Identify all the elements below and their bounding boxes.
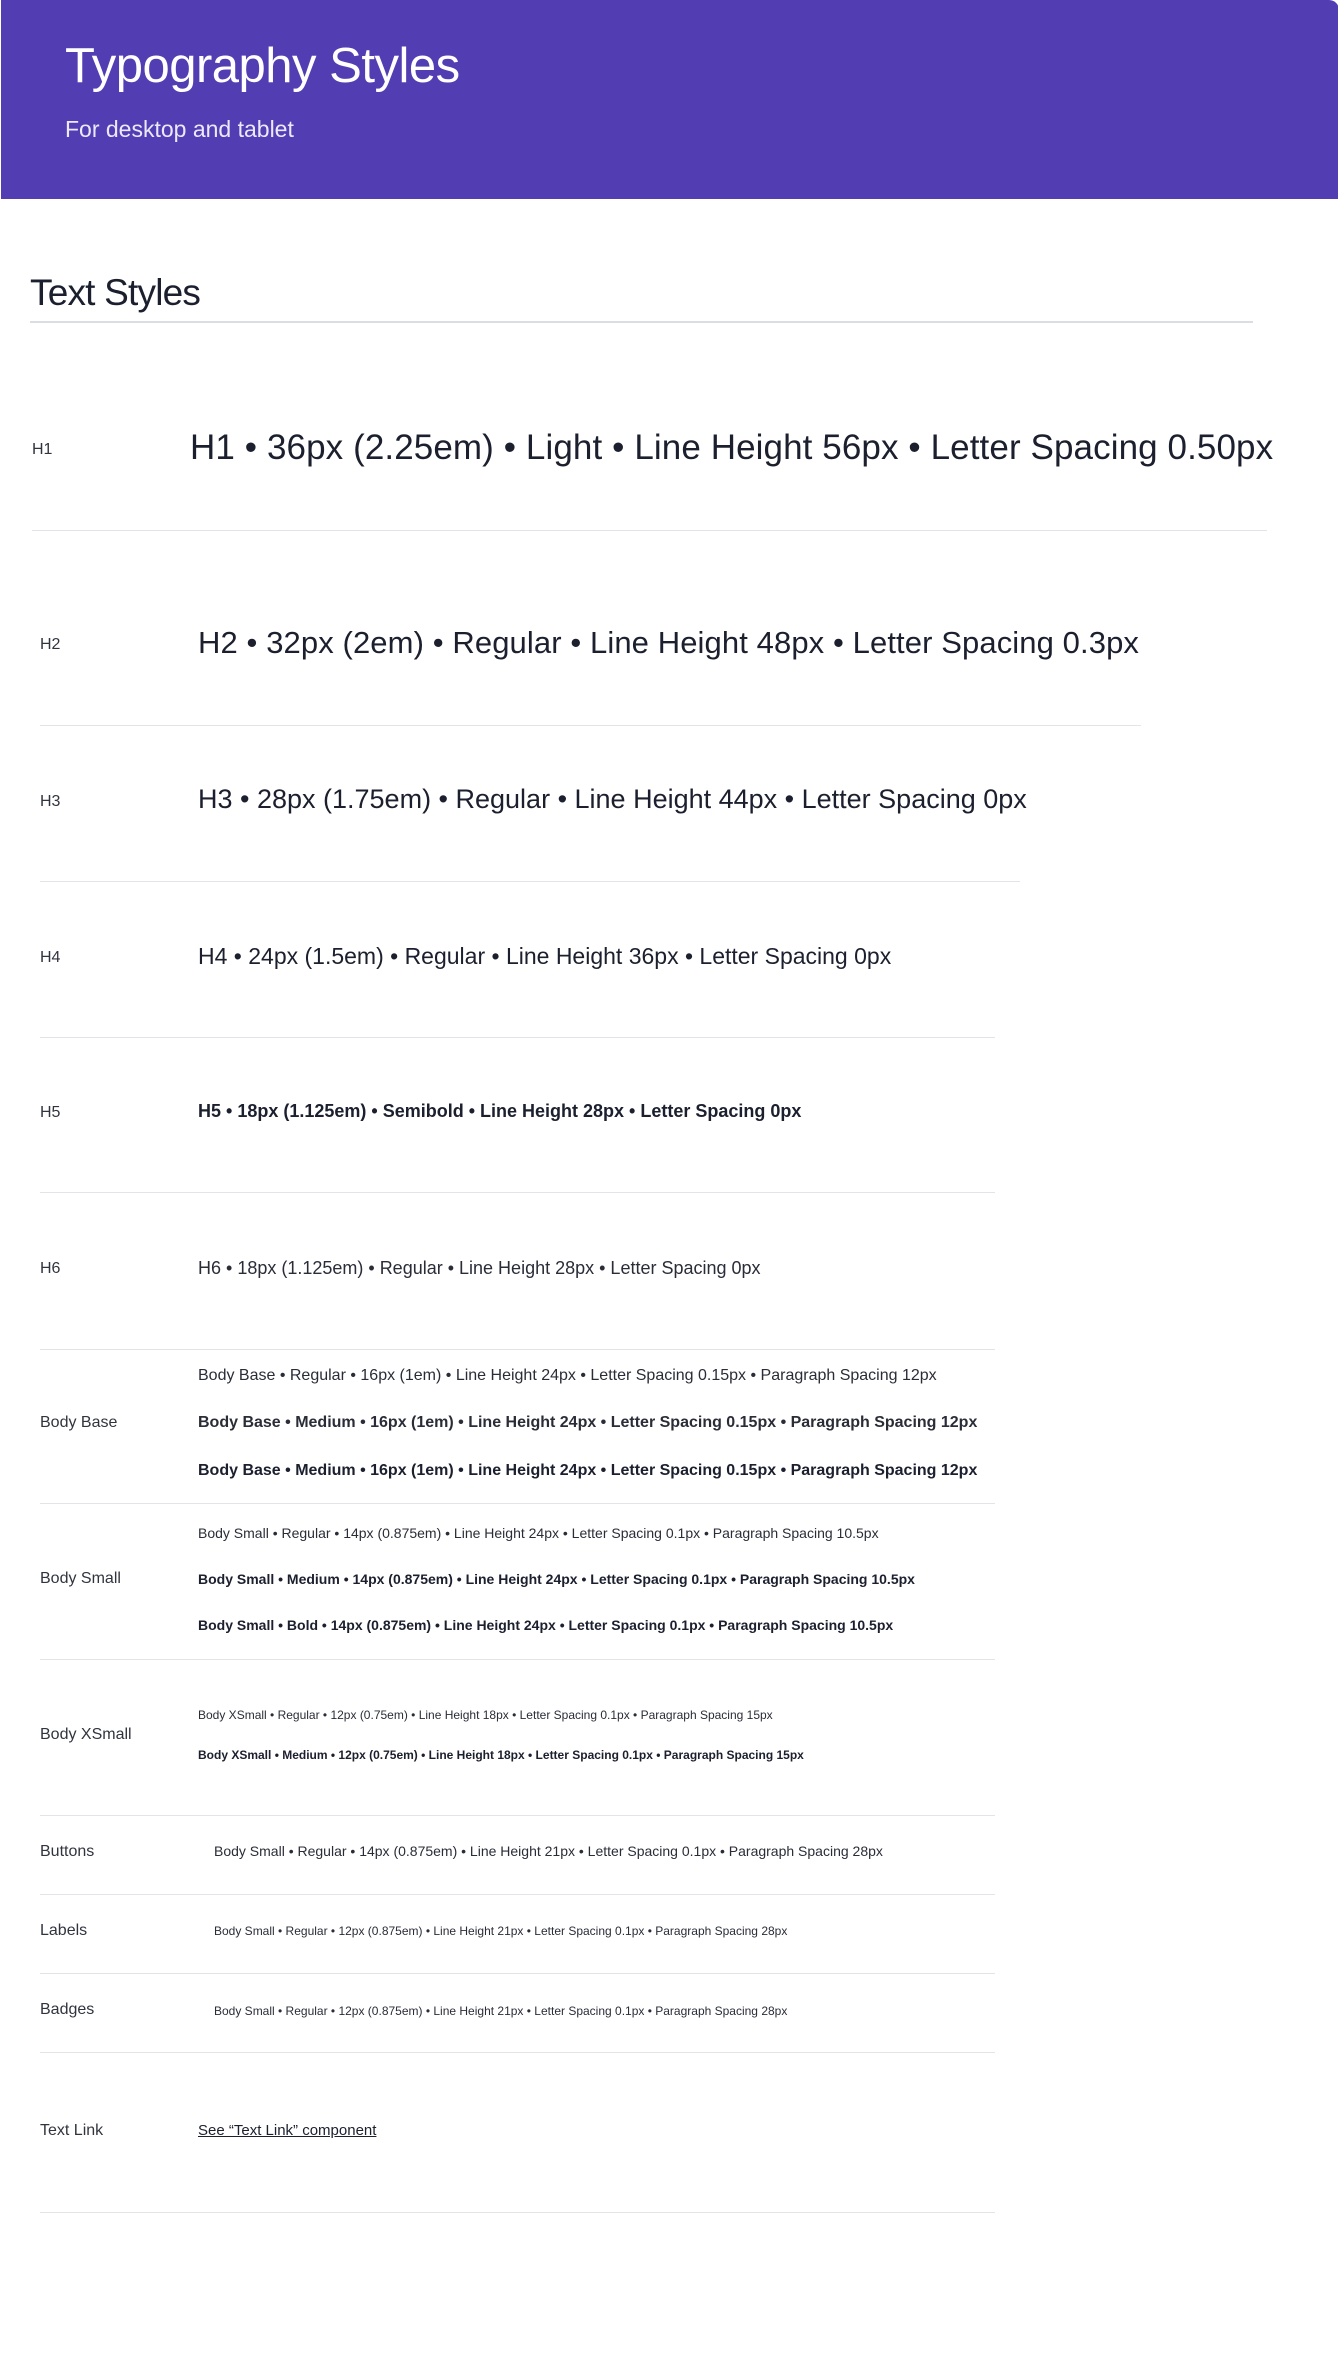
row-divider [32, 530, 1267, 531]
style-sample-body-base-bold: Body Base • Medium • 16px (1em) • Line Height 24px • Letter Spacing 0.15px • Paragraph Spacing 12px [198, 1462, 978, 1479]
page-title: Typography Styles [65, 39, 460, 93]
style-sample-body-small-regular: Body Small • Regular • 14px (0.875em) • Line Height 24px • Letter Spacing 0.1px • Paragraph Spacing 10.5px [198, 1525, 879, 1541]
style-sample-h3: H3 • 28px (1.75em) • Regular • Line Height 44px • Letter Spacing 0px [198, 784, 1027, 814]
row-divider [40, 1192, 995, 1193]
row-divider [40, 1659, 995, 1660]
style-label-text-link: Text Link [40, 2122, 104, 2139]
text-link-sample[interactable]: See “Text Link” component [198, 2122, 377, 2139]
style-label-h5: H5 [40, 1104, 61, 1121]
style-label-body-xsmall: Body XSmall [40, 1726, 132, 1743]
style-label-h1: H1 [32, 441, 53, 458]
style-sample-body-small-bold: Body Small • Bold • 14px (0.875em) • Line Height 24px • Letter Spacing 0.1px • Paragraph Spacing 10.5px [198, 1617, 894, 1633]
style-sample-body-base-medium: Body Base • Medium • 16px (1em) • Line Height 24px • Letter Spacing 0.15px • Paragraph Spacing 12px [198, 1414, 978, 1431]
row-divider [40, 1037, 995, 1038]
page-subtitle: For desktop and tablet [65, 116, 294, 142]
style-label-body-base: Body Base [40, 1414, 118, 1431]
style-sample-body-xsmall-regular: Body XSmall • Regular • 12px (0.75em) • Line Height 18px • Letter Spacing 0.1px • Paragraph Spacing 15px [198, 1708, 773, 1722]
style-label-labels: Labels [40, 1922, 88, 1939]
style-sample-h6: H6 • 18px (1.125em) • Regular • Line Height 28px • Letter Spacing 0px [198, 1258, 761, 1278]
row-divider [40, 2212, 995, 2213]
style-sample-h5: H5 • 18px (1.125em) • Semibold • Line Height 28px • Letter Spacing 0px [198, 1101, 802, 1121]
row-divider [40, 1894, 995, 1895]
row-divider [40, 2052, 995, 2053]
style-sample-h1: H1 • 36px (2.25em) • Light • Line Height 56px • Letter Spacing 0.50px [190, 428, 1274, 467]
style-sample-body-base-regular: Body Base • Regular • 16px (1em) • Line Height 24px • Letter Spacing 0.15px • Paragraph Spacing 12px [198, 1367, 937, 1384]
style-sample-labels: Body Small • Regular • 12px (0.875em) • Line Height 21px • Letter Spacing 0.1px • Paragraph Spacing 28px [214, 1924, 788, 1938]
row-divider [40, 725, 1141, 726]
row-divider [40, 1815, 995, 1816]
section-divider [30, 321, 1253, 323]
style-sample-body-xsmall-medium: Body XSmall • Medium • 12px (0.75em) • Line Height 18px • Letter Spacing 0.1px • Paragraph Spacing 15px [198, 1748, 804, 1762]
row-divider [40, 1973, 995, 1974]
row-divider [40, 1349, 995, 1350]
style-label-body-small: Body Small [40, 1570, 121, 1587]
style-label-h4: H4 [40, 949, 61, 966]
row-divider [40, 1503, 995, 1504]
style-sample-body-small-medium: Body Small • Medium • 14px (0.875em) • Line Height 24px • Letter Spacing 0.1px • Paragraph Spacing 10.5px [198, 1571, 915, 1587]
style-label-buttons: Buttons [40, 1843, 95, 1860]
style-label-h3: H3 [40, 793, 61, 810]
row-divider [40, 881, 1020, 882]
style-sample-h2: H2 • 32px (2em) • Regular • Line Height 48px • Letter Spacing 0.3px [198, 625, 1140, 660]
style-label-h6: H6 [40, 1260, 61, 1277]
style-sample-buttons: Body Small • Regular • 14px (0.875em) • Line Height 21px • Letter Spacing 0.1px • Paragraph Spacing 28px [214, 1843, 883, 1859]
section-title: Text Styles [30, 272, 201, 313]
page-header [1, 0, 1338, 199]
style-label-h2: H2 [40, 636, 61, 653]
style-sample-h4: H4 • 24px (1.5em) • Regular • Line Height 36px • Letter Spacing 0px [198, 943, 892, 969]
style-label-badges: Badges [40, 2001, 95, 2018]
style-sample-badges: Body Small • Regular • 12px (0.875em) • Line Height 21px • Letter Spacing 0.1px • Paragraph Spacing 28px [214, 2004, 788, 2018]
